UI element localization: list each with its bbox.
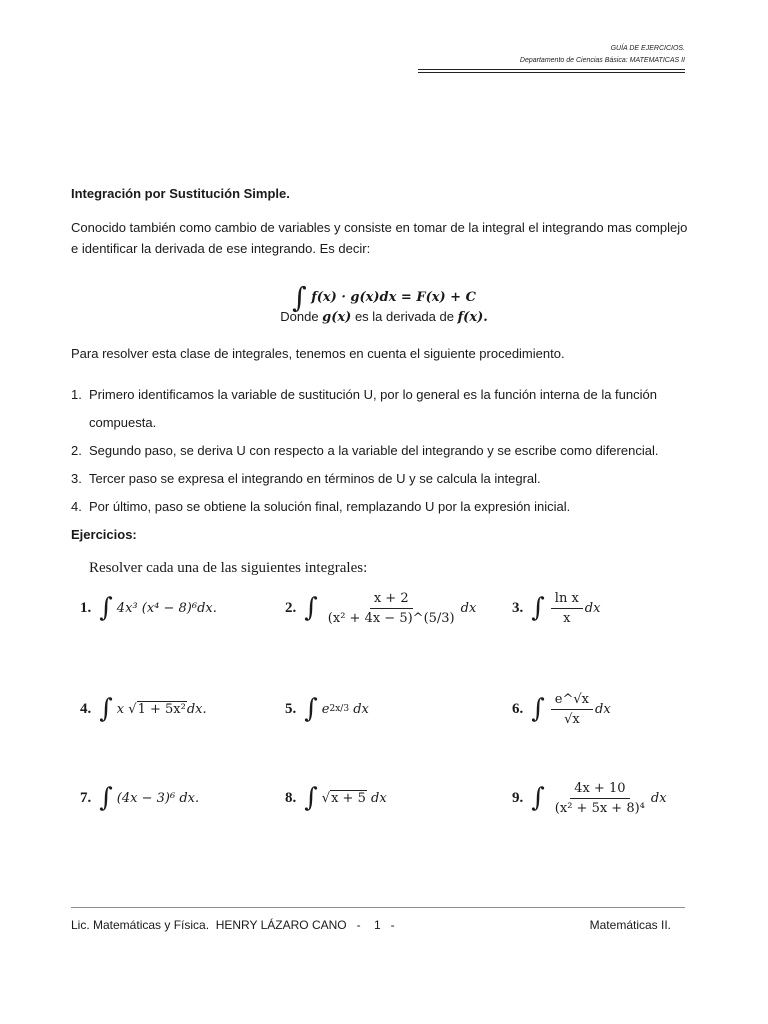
exercise-1: 1. ∫ 4x³ (x⁴ − 8)⁶dx. xyxy=(80,593,217,623)
integral-sign-icon: ∫ xyxy=(304,593,318,623)
step-item: 4. Por último, paso se obtiene la solución final, remplazando U por la expresión inicial. xyxy=(71,499,571,514)
sqrt-icon: √ xyxy=(128,701,137,717)
integral-sign-icon: ∫ xyxy=(304,694,318,724)
exercise-8: 8. ∫ √ x + 5 dx xyxy=(285,783,387,813)
footer-course: Matemáticas II. xyxy=(589,918,671,932)
integral-sign-icon: ∫ xyxy=(292,281,307,314)
section-title: Integración por Sustitución Simple. xyxy=(71,186,290,201)
footer-rule xyxy=(71,907,685,908)
integral-sign-icon: ∫ xyxy=(304,783,318,813)
resolve-instruction: Resolver cada una de las siguientes integrales: xyxy=(89,560,368,576)
exercise-6: 6. ∫ $\frac{e\^{}√x}{√x}$ dx xyxy=(512,691,611,727)
header-rule-secondary xyxy=(418,72,685,73)
formula-text: f(x) · g(x)dx = F(x) + C xyxy=(311,290,476,305)
exercises-label: Ejercicios: xyxy=(71,527,137,542)
integral-sign-icon: ∫ xyxy=(531,593,545,623)
exercise-9: 9. ∫ $\frac{4x + 10}{\text{(x² + 5x + 8)⁴}}$ dx xyxy=(512,780,667,816)
header-guide-title: GUÍA DE EJERCICIOS. xyxy=(610,45,685,52)
sqrt-icon: √ xyxy=(321,790,331,806)
integral-sign-icon: ∫ xyxy=(99,593,113,623)
procedure-intro: Para resolver esta clase de integrales, tenemos en cuenta el siguiente procedimiento. xyxy=(71,346,565,361)
exercise-4: 4. ∫ x √ 1 + 5x² dx. xyxy=(80,694,207,724)
formula-explanation xyxy=(0,309,768,325)
integral-sign-icon: ∫ xyxy=(531,783,545,813)
where-middle: es la derivada de xyxy=(354,309,454,324)
footer-author: Lic. Matemáticas y Física. HENRY LÁZARO CANO - 1 - xyxy=(71,918,395,932)
exercise-2: 2. ∫ $\frac{x + 2}{\text{(x² + 4x − 5)\textasciicircum{}(5/3)}}$ dx xyxy=(285,590,477,626)
exercise-5: 5. ∫ e 2x/3 dx xyxy=(285,694,369,724)
header-rule xyxy=(418,69,685,70)
integral-sign-icon: ∫ xyxy=(531,694,545,724)
header-department: Departamento de Ciencias Básica: MATEMATICAS II xyxy=(519,57,685,64)
where-f: f(x). xyxy=(457,310,488,325)
where-g: g(x) xyxy=(322,310,352,325)
integral-sign-icon: ∫ xyxy=(99,694,113,724)
exercise-7: 7. ∫ (4x − 3)⁶ dx. xyxy=(80,783,200,813)
integral-sign-icon: ∫ xyxy=(99,783,113,813)
procedure-steps xyxy=(71,381,701,521)
step-item: 2. Segundo paso, se deriva U con respecto a la variable del integrando y se escribe como diferencial. xyxy=(71,443,659,458)
intro-paragraph: Conocido también como cambio de variables y consiste en tomar de la integral el integrando mas complejo e identificar la derivada de ese integrando. Es decir: xyxy=(71,220,688,256)
step-item: 3. Tercer paso se expresa el integrando en términos de U y se calcula la integral. xyxy=(71,471,541,486)
where-prefix: Donde xyxy=(280,309,319,324)
exercise-3: 3. ∫ $\frac{\text{ln x}}{x}$ dx xyxy=(512,590,601,626)
step-item: 1. Primero identificamos la variable de sustitución U, por lo general es la función interna de la función compuesta. xyxy=(71,387,657,430)
